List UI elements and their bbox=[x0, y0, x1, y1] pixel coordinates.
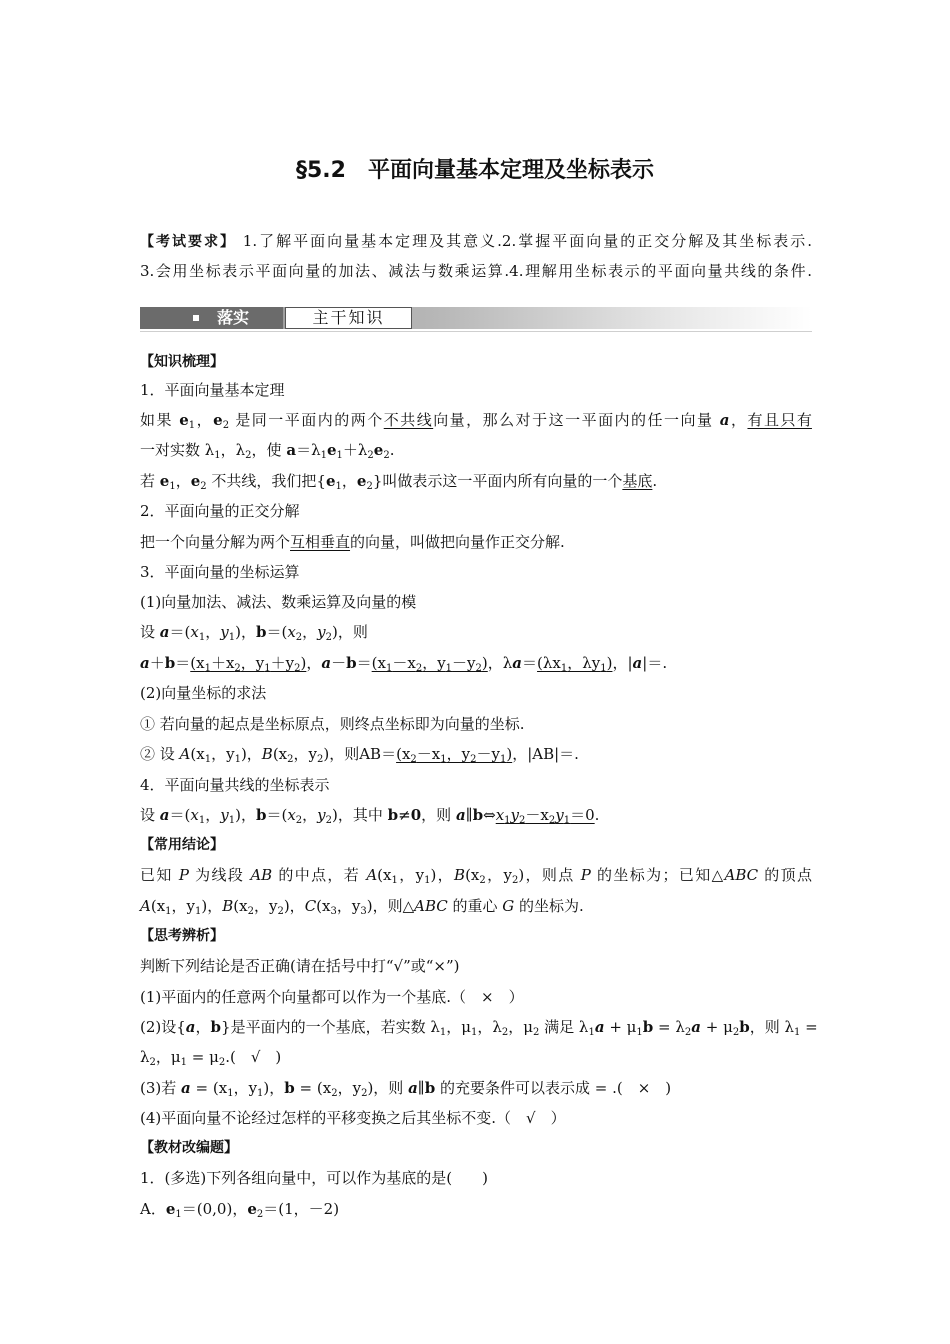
underline-difference: ($x_1-x_2$，$y_1-y_2$) bbox=[371, 654, 488, 674]
underline-collinear: $x_1y_2-x_2y_1=0$ bbox=[495, 806, 595, 826]
conclusion-line-2: $A(x_1$，$y_1$)，$B(x_2$，$y_2$)，$C(x_3$，$y_3$)，则△ABC 的重心 G 的坐标为. bbox=[140, 897, 584, 917]
textbook-q1: 1．(多选)下列各组向量中，可以作为基底的是( ) bbox=[140, 1169, 488, 1187]
banner-divider bbox=[140, 331, 812, 332]
k1-line-1: 如果 $e_1$，$e_2$ 是同一平面内的两个不共线向量，那么对于这一平面内的任一向量 a，有且只有 bbox=[140, 411, 812, 431]
square-bullet-icon bbox=[193, 315, 199, 321]
page-title: §5.2 平面向量基本定理及坐标表示 bbox=[296, 158, 654, 183]
underline-scalar: ($\lambda x_1$，$\lambda y_1$) bbox=[537, 654, 613, 674]
thinking-q4: (4)平面向量不论经过怎样的平移变换之后其坐标不变.（ √ ） bbox=[140, 1109, 566, 1127]
thinking-intro: 判断下列结论是否正确(请在括号中打“√”或“×”) bbox=[140, 957, 460, 975]
exam-requirements-label: 【考试要求】 bbox=[140, 234, 237, 250]
k3-case-2: ② 设 $A(x_1$，$y_1$)，$B(x_2$，$y_2$)，则$AB=(x_2-x_1$，$y_2-y_1$)，|AB|＝. bbox=[140, 745, 579, 765]
section-heading-knowledge: 【知识梳理】 bbox=[140, 354, 224, 370]
underline-noncollinear: 不共线 bbox=[383, 411, 434, 429]
k3-case-1: ① 若向量的起点是坐标原点，则终点坐标即为向量的坐标. bbox=[140, 715, 525, 733]
k3-heading: 3．平面向量的坐标运算 bbox=[140, 563, 300, 581]
thinking-q1: (1)平面内的任意两个向量都可以作为一个基底.（ × ） bbox=[140, 988, 524, 1006]
k1-line-3: 若 $e_1$，$e_2$ 不共线，我们把{$e_1$，$e_2$}叫做表示这一平面内所有向量的一个基底. bbox=[140, 472, 658, 492]
k1-heading: 1．平面向量基本定理 bbox=[140, 381, 285, 399]
k3-sub-1: (1)向量加法、减法、数乘运算及向量的模 bbox=[140, 593, 417, 611]
exam-requirements-line-2: 3.会用坐标表示平面向量的加法、减法与数乘运算.4.理解用坐标表示的平面向量共线的条件. bbox=[140, 262, 812, 280]
k2-heading: 2．平面向量的正交分解 bbox=[140, 502, 300, 520]
section-heading-conclusions: 【常用结论】 bbox=[140, 837, 224, 853]
exam-requirements-line-1 bbox=[140, 229, 812, 254]
underline-ab: ($x_2-x_1$，$y_2-y_1$) bbox=[396, 745, 513, 765]
k1-line-2: 一对实数 $\lambda_1$，$\lambda_2$，使 $a=\lambda_1e_1+\lambda_2e_2$. bbox=[140, 441, 395, 461]
underline-unique: 有且只有 bbox=[747, 411, 812, 429]
textbook-option-a: A．$e_1=(0,0)$，$e_2=(1$，－2) bbox=[140, 1200, 340, 1220]
section-heading-textbook: 【教材改编题】 bbox=[140, 1140, 238, 1156]
underline-perpendicular: 互相垂直 bbox=[290, 533, 351, 551]
exam-requirements-text-1: 1.了解平面向量基本定理及其意义.2.掌握平面向量的正交分解及其坐标表示. bbox=[242, 232, 812, 250]
conclusion-line-1: 已知 P 为线段 AB 的中点，若 $A(x_1$，$y_1$)，$B(x_2$，$y_2$)，则点 P 的坐标为；已知△ABC 的顶点 bbox=[140, 866, 812, 886]
banner-label: 落实 bbox=[217, 308, 250, 327]
k4-line: 设 $a=(x_1$，$y_1$)，$b=(x_2$，$y_2$)，其中 b≠0，则 $a\parallel b\Leftrightarrow x_1y_2-x_2y_1=0$. bbox=[140, 806, 600, 826]
banner-box-label: 主干知识 bbox=[285, 307, 412, 329]
banner-dark-block bbox=[140, 307, 283, 329]
thinking-q3: (3)若 $a = (x_1$，$y_1$)，$b = (x_2$，$y_2$)，则 a∥b 的充要条件可以表示成 = .( × ) bbox=[140, 1079, 672, 1099]
k3-ops-line: $a+b=(x_1+x_2$，$y_1+y_2$)，$a-b=(x_1-x_2$，$y_1-y_2$)，$\lambda a=(\lambda x_1$，$\lambda y_1$)，|a|＝. bbox=[140, 654, 668, 674]
section-banner bbox=[140, 304, 812, 330]
section-heading-thinking: 【思考辨析】 bbox=[140, 928, 224, 944]
thinking-q2-line-2: $\lambda_2$，$\mu_1 = \mu_2$.( √ ) bbox=[140, 1048, 282, 1068]
k3-set-line: 设 $a=(x_1$，$y_1$)，$b=(x_2$，$y_2$)，则 bbox=[140, 623, 368, 643]
k2-line-1: 把一个向量分解为两个互相垂直的向量，叫做把向量作正交分解. bbox=[140, 533, 565, 551]
underline-sum: ($x_1+x_2$，$y_1+y_2$) bbox=[190, 654, 307, 674]
k3-sub-2: (2)向量坐标的求法 bbox=[140, 684, 267, 702]
thinking-q2-line-1: (2)设{a，b}是平面内的一个基底，若实数 $\lambda_1$，$\mu_1$，$\lambda_2$，$\mu_2$ 满足 $\lambda_1a + \mu_1b = \lambda_2a + \mu_2b$，则 $\lambda_1$ = bbox=[140, 1018, 818, 1038]
underline-basis: 基底 bbox=[622, 472, 653, 490]
k4-heading: 4．平面向量共线的坐标表示 bbox=[140, 776, 330, 794]
